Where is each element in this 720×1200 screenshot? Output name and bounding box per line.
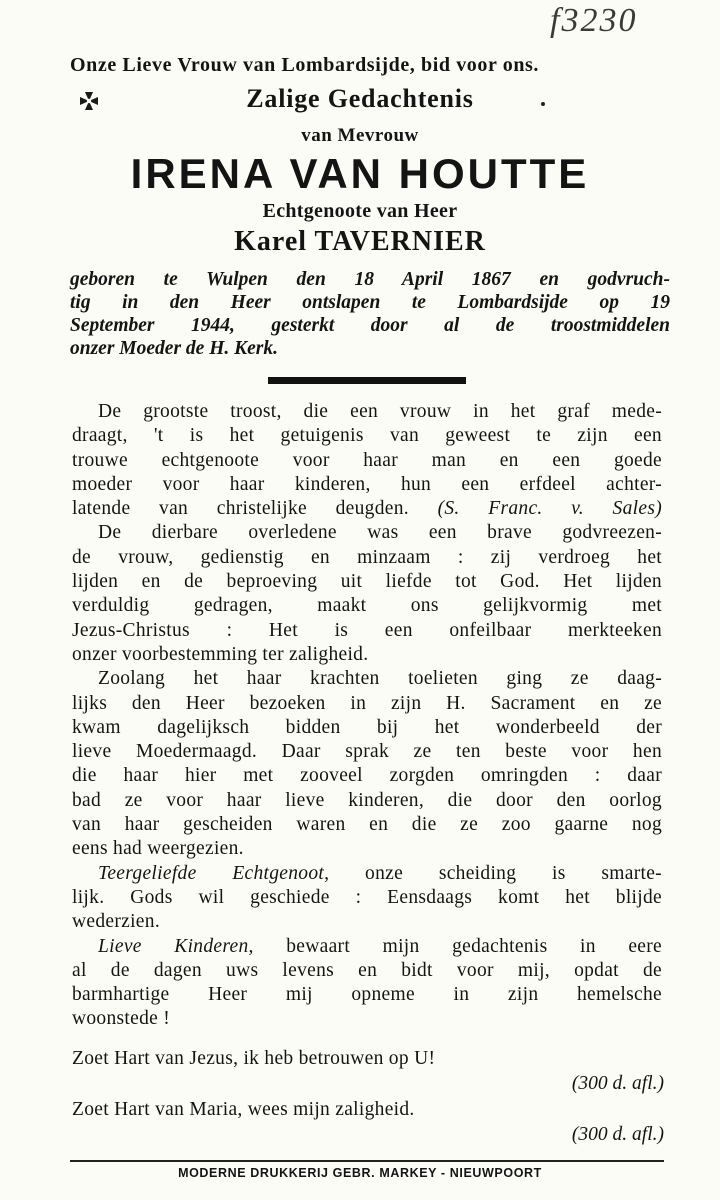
text-line: lijk. Gods wil geschiede : Eensdaags komt het blijde xyxy=(72,886,662,908)
archive-number: f3230 xyxy=(550,2,638,39)
children-address: Lieve Kinderen, xyxy=(98,935,254,957)
text-line: De dierbare overledene was een brave godvreezen- xyxy=(98,522,662,544)
text-fragment: bewaart mijn gedachtenis in eere xyxy=(253,935,662,957)
footer-rule xyxy=(70,1160,664,1162)
text-line: de vrouw, gedienstig en minzaam : zij verdroeg het xyxy=(72,546,662,568)
text-line: die haar hier met zooveel zorgden omringden : daar xyxy=(72,765,662,787)
spouse-intro: Echtgenoote van Heer xyxy=(262,200,458,222)
text-line: eens had weergezien. xyxy=(72,838,244,860)
text-fragment: onze scheiding is smarte- xyxy=(329,862,662,884)
invocation-line: Onze Lieve Vrouw van Lombardsijde, bid voor ons. xyxy=(70,54,540,76)
text-line: lijden en de beproeving uit liefde tot God. Het lijden xyxy=(72,571,662,593)
birth-info-line: tig in den Heer ontslapen te Lombardsijde op 19 xyxy=(70,292,670,313)
text-line: Jezus-Christus : Het is een onfeilbaar merkteeken xyxy=(72,619,662,641)
prayer-sacred-heart-jesus: Zoet Hart van Jezus, ik heb betrouwen op U! xyxy=(72,1048,436,1069)
prayer-heart-of-mary: Zoet Hart van Maria, wees mijn zaligheid. xyxy=(72,1099,415,1120)
birth-info-line: September 1944, gesterkt door al de troostmiddelen xyxy=(70,315,670,336)
text-line: draagt, 't is het getuigenis van geweest te zijn een xyxy=(72,425,662,447)
text-line xyxy=(72,862,662,886)
text-line: onzer voorbestemming ter zaligheid. xyxy=(72,643,369,665)
text-line: kwam dagelijksch bidden bij het wonderbeeld der xyxy=(72,716,662,738)
text-line: trouwe echtgenoote voor haar man en een goede xyxy=(72,449,662,471)
text-line: De grootste troost, die een vrouw in het graf mede- xyxy=(98,401,662,422)
ornamental-divider xyxy=(268,377,466,384)
text-line: verduldig gedragen, maakt ons gelijkvormig met xyxy=(72,595,662,617)
memorial-title: Zalige Gedachtenis xyxy=(246,84,474,113)
text-line xyxy=(72,497,662,521)
memorial-text xyxy=(72,400,662,1032)
birth-info-line: onzer Moeder de H. Kerk. xyxy=(70,338,278,359)
text-fragment: latende van christelijke deugden. xyxy=(72,498,438,520)
text-line: lijks den Heer bezoeken in zijn H. Sacrament en ze xyxy=(72,692,662,714)
indulgence-note: (300 d. afl.) xyxy=(571,1073,664,1094)
deceased-name: IRENA VAN HOUTTE xyxy=(130,150,590,197)
indulgence-note: (300 d. afl.) xyxy=(571,1124,664,1145)
citation: (S. Franc. v. Sales) xyxy=(437,498,662,520)
text-line: barmhartige Heer mij opneme in zijn hemelsche xyxy=(72,984,662,1006)
text-line: Zoolang het haar krachten toelieten ging ze daag- xyxy=(98,668,662,690)
text-line: bad ze voor haar lieve kinderen, die door den oorlog xyxy=(72,789,662,811)
text-line: lieve Moedermaagd. Daar sprak ze ten beste voor hen xyxy=(72,741,662,763)
spouse-name: Karel TAVERNIER xyxy=(234,226,486,257)
van-mevrouw-line: van Mevrouw xyxy=(301,125,419,146)
birth-info-line: geboren te Wulpen den 18 April 1867 en godvruch- xyxy=(70,269,670,290)
printer-imprint: MODERNE DRUKKERIJ GEBR. MARKEY - NIEUWPOORT xyxy=(178,1166,542,1180)
text-line: woonstede ! xyxy=(72,1008,171,1030)
text-line xyxy=(72,935,662,959)
text-line: wederzien. xyxy=(72,911,160,933)
text-line: al de dagen uws levens en bidt voor mij, opdat de xyxy=(72,959,662,981)
text-line: moeder voor haar kinderen, hun een erfdeel achter- xyxy=(72,473,662,495)
birth-death-info xyxy=(70,268,670,360)
text-line: van haar gescheiden waren en die ze zoo gaarne nog xyxy=(72,814,662,836)
spouse-address: Teergeliefde Echtgenoot, xyxy=(98,862,330,884)
